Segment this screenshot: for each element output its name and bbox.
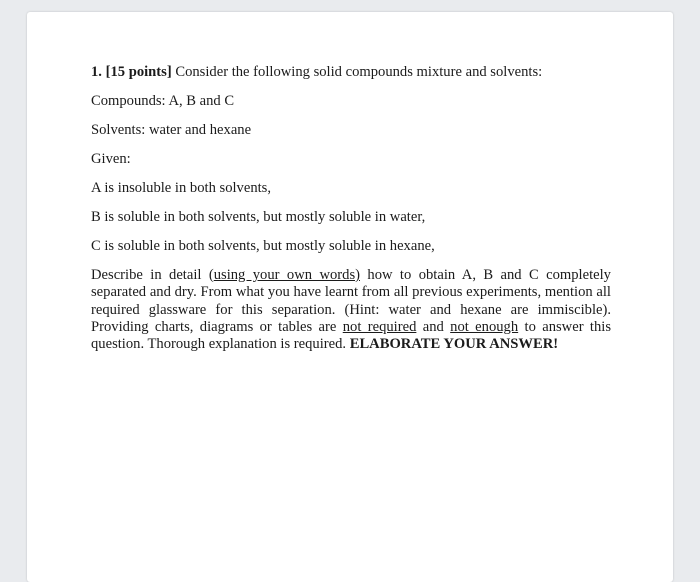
- compounds-line: Compounds: A, B and C: [91, 93, 235, 109]
- not-enough-emphasis: not enough: [450, 318, 519, 335]
- not-required-emphasis: not required: [342, 318, 417, 335]
- question-header: [91, 64, 611, 81]
- given-item-b: B is soluble in both solvents, but mostly soluble in water,: [91, 209, 426, 225]
- question-prompt: Consider the following solid compounds mixture and solvents:: [175, 64, 543, 80]
- instructions-part3: to answer this question. Thorough explanation is required.: [91, 318, 612, 353]
- question-number: 1.: [91, 64, 102, 80]
- question-block: [91, 64, 611, 353]
- instructions-part1: Describe in detail (: [91, 267, 214, 283]
- given-item-a: A is insoluble in both solvents,: [91, 180, 271, 196]
- given-item-c: C is soluble in both solvents, but mostly soluble in hexane,: [91, 238, 435, 254]
- instructions-paragraph: [91, 267, 611, 353]
- question-points: [15 points]: [105, 64, 172, 80]
- own-words-emphasis: using your own words): [213, 267, 360, 283]
- document-page: [27, 12, 673, 582]
- instructions-part2: how to obtain A, B and C completely separated and dry. From what you have learnt from all previous experiments, mention all required glassware for this separation. (Hint: water and hexane are immiscible). Providing charts, diagrams or tables are: [91, 267, 611, 335]
- instructions-and: and: [416, 318, 451, 335]
- solvents-line: Solvents: water and hexane: [91, 122, 252, 138]
- elaborate-emphasis: ELABORATE YOUR ANSWER!: [349, 336, 559, 353]
- given-label: Given:: [91, 151, 131, 167]
